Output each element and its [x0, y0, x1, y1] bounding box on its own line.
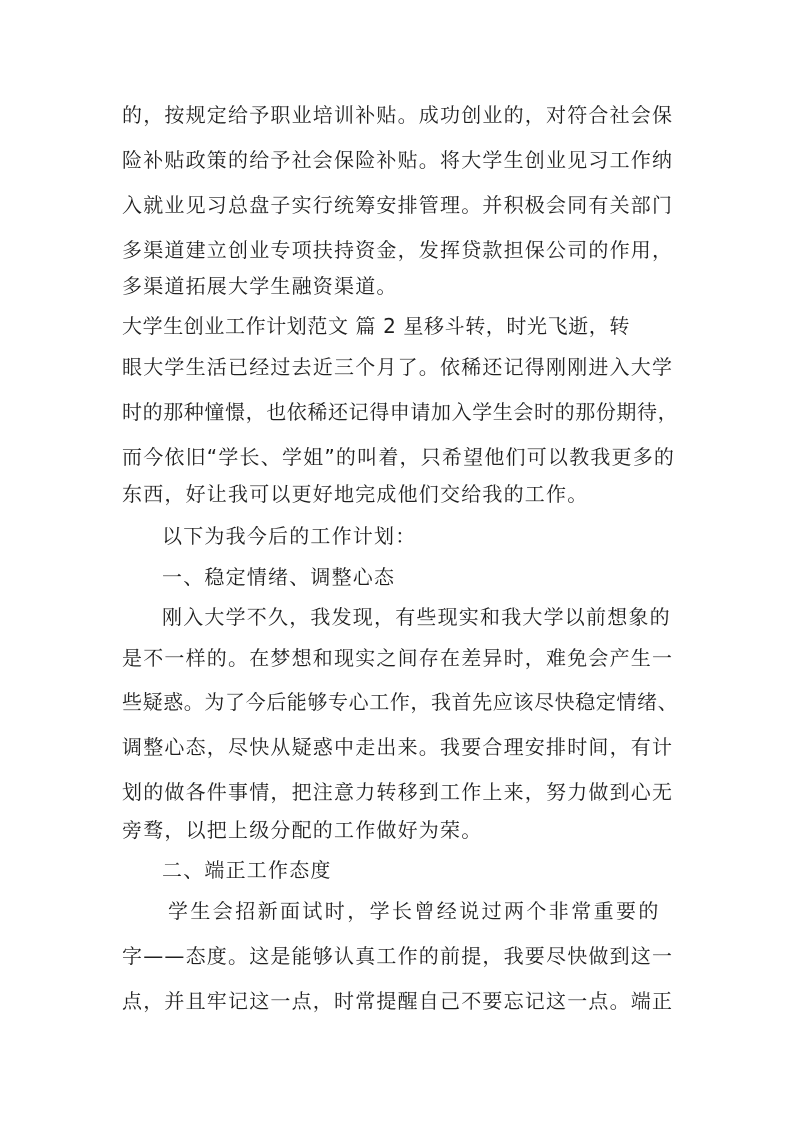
subheading-line: 二、端正工作态度 — [162, 858, 332, 882]
paragraph-line: 眼大学生活已经过去近三个月了。依稀还记得刚刚进入大学 — [122, 355, 674, 379]
paragraph-line: 而今依旧“学长、学姐”的叫着，只希望他们可以教我更多的 — [122, 445, 676, 469]
paragraph-line: 点，并且牢记这一点，时常提醒自己不要忘记这一点。端正 — [122, 989, 674, 1013]
paragraph-line: 险补贴政策的给予社会保险补贴。将大学生创业见习工作纳 — [122, 148, 674, 172]
paragraph-line: 时的那种憧憬，也依稀还记得申请加入学生会时的那份期待， — [122, 400, 679, 424]
paragraph-line: 多渠道拓展大学生融资渠道。 — [122, 274, 398, 298]
paragraph-line: 学生会招新面试时，学长曾经说过两个非常重要的 — [168, 899, 661, 923]
paragraph-line: 的，按规定给予职业培训补贴。成功创业的，对符合社会保 — [122, 103, 674, 127]
paragraph-line: 是不一样的。在梦想和现实之间存在差异时，难免会产生一 — [122, 646, 674, 670]
subheading-line: 一、稳定情绪、调整心态 — [162, 565, 396, 589]
paragraph-line: 东西，好让我可以更好地完成他们交给我的工作。 — [122, 482, 589, 506]
paragraph-line: 刚入大学不久，我发现，有些现实和我大学以前想象的 — [162, 605, 671, 629]
paragraph-line: 多渠道建立创业专项扶持资金，发挥贷款担保公司的作用， — [122, 238, 674, 262]
paragraph-line: 以下为我今后的工作计划： — [162, 524, 417, 548]
paragraph-line: 调整心态，尽快从疑惑中走出来。我要合理安排时间，有计 — [122, 735, 674, 759]
paragraph-line: 旁骛，以把上级分配的工作做好为荣。 — [122, 818, 483, 842]
paragraph-line: 字——态度。这是能够认真工作的前提，我要尽快做到这一 — [122, 944, 674, 968]
paragraph-line: 入就业见习总盘子实行统筹安排管理。并积极会同有关部门 — [122, 193, 674, 217]
paragraph-line: 些疑惑。为了今后能够专心工作，我首先应该尽快稳定情绪、 — [122, 690, 679, 714]
paragraph-line: 划的做各件事情，把注意力转移到工作上来，努力做到心无 — [122, 780, 674, 804]
section-heading-line: 大学生创业工作计划范文 篇 2 星移斗转，时光飞逝，转 — [122, 314, 630, 338]
